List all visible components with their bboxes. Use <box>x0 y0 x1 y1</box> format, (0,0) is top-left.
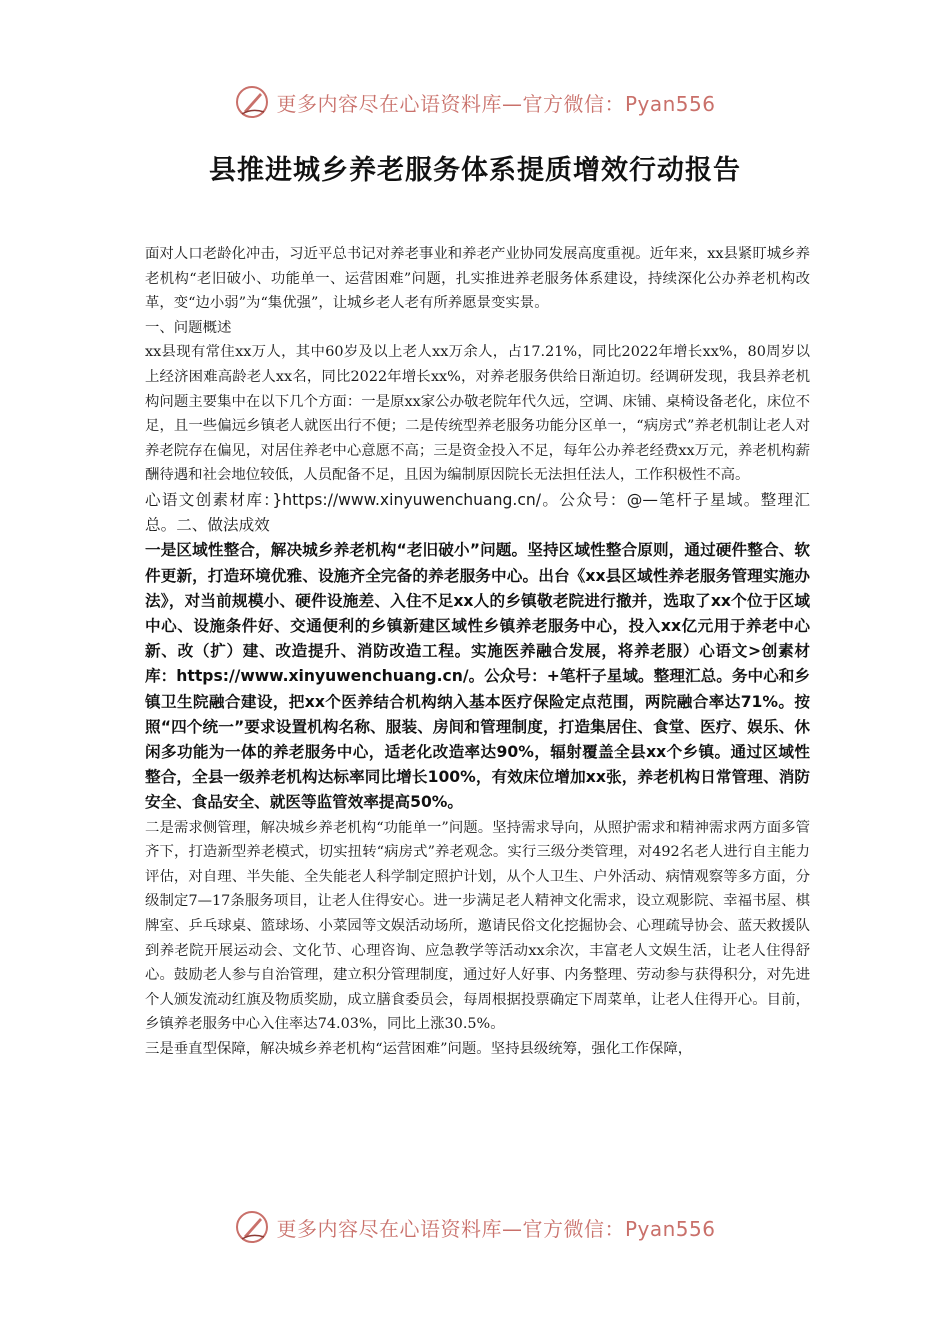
quill-pen-icon <box>234 84 270 120</box>
banner-text: 更多内容尽在心语资料库—官方微信：Pyan556 <box>276 1216 716 1241</box>
section-heading-problem: 一、问题概述 <box>145 319 232 336</box>
quill-pen-icon <box>234 1209 270 1245</box>
paragraph-measure-two: 二是需求侧管理，解决城乡养老机构“功能单一”问题。坚持需求导向，从照护需求和精神需求两方面多管齐下，打造新型养老模式，切实扭转“病房式”养老观念。实行三级分类管理，对492名老人进行自主能力评估，对自理、半失能、全失能老人科学制定照护计划，从个人卫生、户外活动、病情观察等多方面，分级制定7—17条服务项目，让老人住得安心。进一步满足老人精神文化需求，设立观影院、幸福书屋、棋牌室、乒乓球桌、篮球场、小菜园等文娱活动场所，邀请民俗文化挖掘协会、心理疏导协会、蓝天救援队到养老院开展运动会、文化节、心理咨询、应急教学等活动xx余次，丰富老人文娱生活，让老人住得舒心。鼓励老人参与自治管理，建立积分管理制度，通过好人好事、内务整理、劳动参与获得积分，对先进个人颁发流动红旗及物质奖励，成立膳食委员会，每周根据投票确定下周菜单，让老人住得开心。目前，乡镇养老服务中心入住率达74.03%，同比上涨30.5%。 <box>145 819 810 1033</box>
header-banner <box>0 84 950 120</box>
paragraph-measure-three: 三是垂直型保障，解决城乡养老机构“运营困难”问题。坚持县级统筹，强化工作保障， <box>145 1040 693 1057</box>
banner-text: 更多内容尽在心语资料库—官方微信：Pyan556 <box>276 91 716 116</box>
paragraph-source-note: 心语文创素材库：}https://www.xinyuwenchuang.cn/。公众号：@—笔杆子星域。整理汇总。二、做法成效 <box>145 490 810 535</box>
paragraph-intro: 面对人口老龄化冲击，习近平总书记对养老事业和养老产业协同发展高度重视。近年来，xx县紧盯城乡养老机构“老旧破小、功能单一、运营困难”问题，扎实推进养老服务体系建设，持续深化公办养老机构改革，变“边小弱”为“集优强”，让城乡老人老有所养愿景变实景。 <box>145 246 810 312</box>
document-body <box>145 242 810 1062</box>
paragraph-measure-one: 一是区域性整合，解决城乡养老机构“老旧破小”问题。坚持区域性整合原则，通过硬件整合、软件更新，打造环境优雅、设施齐全完备的养老服务中心。出台《xx县区域性养老服务管理实施办法》，对当前规模小、硬件设施差、入住不足xx人的乡镇敬老院进行撤并，选取了xx个位于区域中心、设施条件好、交通便利的乡镇新建区域性乡镇养老服务中心，投入xx亿元用于养老中心新、改（扩）建、改造提升、消防改造工程。实施医养融合发展，将养老服）心语文>创素材库：https://www.xinyuwenchuang.cn/。公众号：+笔杆子星域。整理汇总。务中心和乡镇卫生院融合建设，把xx个医养结合机构纳入基本医疗保险定点范围，两院融合率达71%。按照“四个统一”要求设置机构名称、服装、房间和管理制度，打造集居住、食堂、医疗、娱乐、休闲多功能为一体的养老服务中心，适老化改造率达90%，辐射覆盖全县xx个乡镇。通过区域性整合，全县一级养老机构达标率同比增长100%，有效床位增加xx张，养老机构日常管理、消防安全、食品安全、就医等监管效率提高50%。 <box>145 541 810 812</box>
paragraph-problem: xx县现有常住xx万人，其中60岁及以上老人xx万余人，占17.21%，同比2022年增长xx%，80周岁以上经济困难高龄老人xx名，同比2022年增长xx%，对养老服务供给日渐迫切。经调研发现，我县养老机构问题主要集中在以下几个方面：一是原xx家公办敬老院年代久远，空调、床铺、桌椅设备老化，床位不足，且一些偏远乡镇老人就医出行不便；二是传统型养老服务功能分区单一，“病房式”养老机制让老人对养老院存在偏见，对居住养老中心意愿不高；三是资金投入不足，每年公办养老经费xx万元，养老机构薪酬待遇和社会地位较低，人员配备不足，且因为编制原因院长无法担任法人，工作积极性不高。 <box>145 344 810 484</box>
page-title: 县推进城乡养老服务体系提质增效行动报告 <box>209 155 741 186</box>
footer-banner <box>0 1209 950 1245</box>
